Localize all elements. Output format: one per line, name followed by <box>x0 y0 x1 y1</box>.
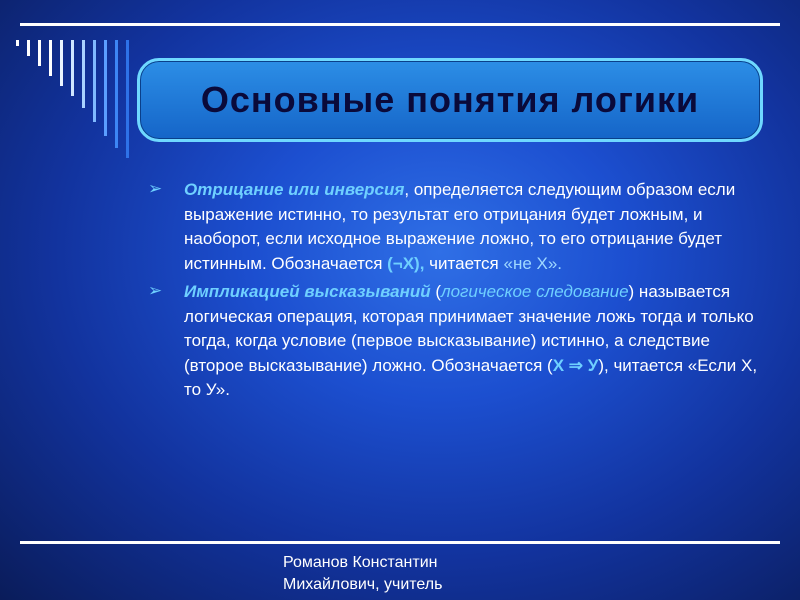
negation-read-prefix: читается <box>424 253 504 273</box>
arrow-bullet-icon: ➢ <box>148 179 163 198</box>
bullet-list <box>148 178 758 407</box>
footer-line-2: Михайлович, учитель <box>283 576 443 593</box>
bottom-divider <box>20 541 780 544</box>
footer-author <box>283 552 442 596</box>
implication-read: ), читается «Если Х, то У». <box>184 355 758 399</box>
implication-definition: называется логическая операция, которая принимает значение ложь тогда и только тогда, когда условие (первое высказывание) истинно, а следствие (второе высказывание) ложно. Обозначается ( <box>184 282 754 375</box>
negation-definition: , определяется следующим образом если выражение истинно, то результат его отрицания будет ложным, и наоборот, если исходное выражение ложно, то его отрицание будет истинным. Обозначается <box>184 180 736 273</box>
negation-notation: (¬X), <box>387 253 425 273</box>
footer-line-1: Романов Константин <box>283 554 438 571</box>
term-negation: Отрицание или инверсия <box>184 180 405 199</box>
term-logical-consequence: логическое следование <box>441 282 629 301</box>
negation-read: «не Х». <box>503 253 563 273</box>
implication-notation: Х ⇒ У <box>552 355 599 375</box>
bullet-text <box>184 178 758 276</box>
paren-close: ) <box>628 282 635 301</box>
paren-open: ( <box>430 282 441 301</box>
bullet-implication <box>148 280 758 403</box>
slide-title: Основные понятия логики <box>200 79 700 120</box>
arrow-bullet-icon: ➢ <box>148 281 163 300</box>
term-implication: Импликацией высказываний <box>184 282 431 301</box>
bullet-text <box>184 280 758 403</box>
bullet-negation <box>148 178 758 276</box>
decorative-stripes <box>16 26 136 166</box>
